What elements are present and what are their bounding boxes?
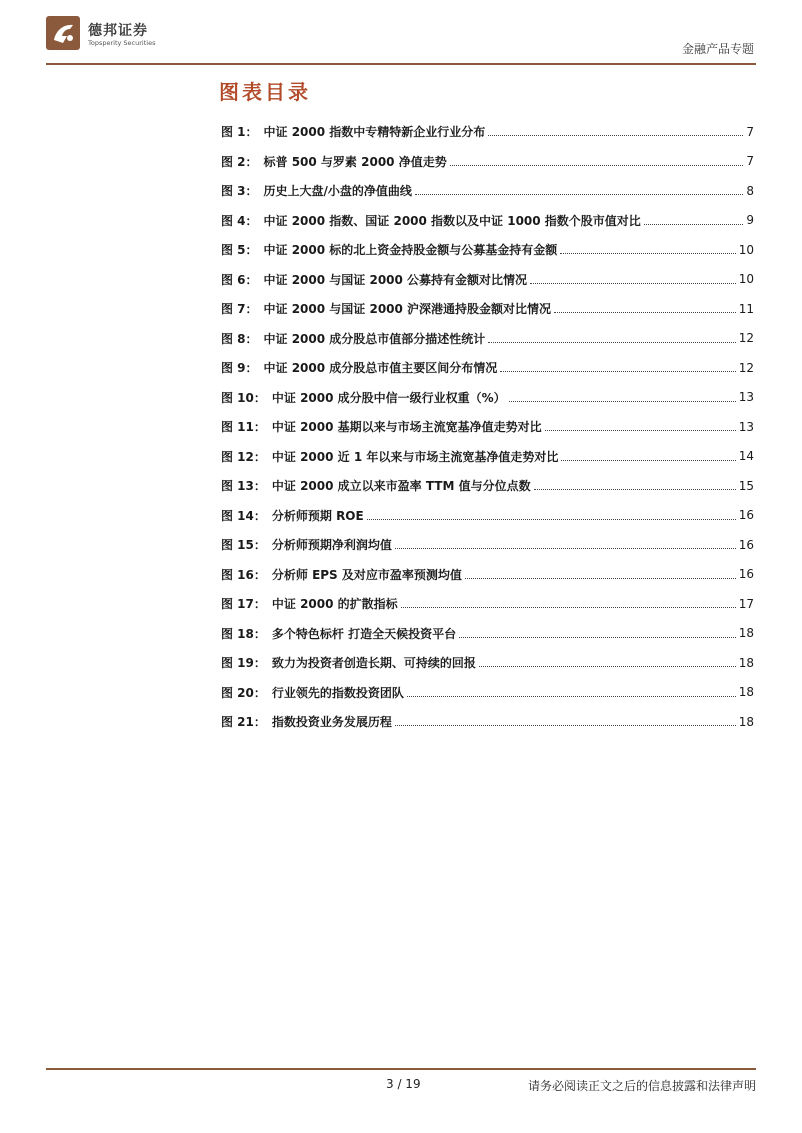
toc-entry-page: 7 bbox=[746, 154, 754, 169]
toc-entry-page: 11 bbox=[738, 301, 754, 316]
toc-entry-page: 18 bbox=[738, 655, 754, 670]
toc-entry[interactable] bbox=[221, 678, 754, 708]
toc-entry-title: 中证 2000 成分股总市值部分描述性统计 bbox=[263, 331, 486, 346]
toc-entry-label: 图 7： bbox=[221, 302, 258, 317]
toc-leader-dots bbox=[401, 607, 736, 608]
toc-leader-dots bbox=[450, 165, 744, 166]
toc-entry-label: 图 16： bbox=[221, 567, 266, 582]
toc-entry[interactable] bbox=[221, 235, 754, 265]
toc-leader-dots bbox=[415, 194, 743, 195]
toc-entry-label: 图 19： bbox=[221, 656, 266, 671]
toc-entry-label: 图 17： bbox=[221, 597, 266, 612]
toc-leader-dots bbox=[367, 519, 736, 520]
toc-entry-page: 10 bbox=[738, 242, 754, 257]
toc-entry-title: 指数投资业务发展历程 bbox=[271, 715, 392, 730]
toc-entry[interactable] bbox=[221, 589, 754, 619]
toc-entry-label: 图 11： bbox=[221, 420, 266, 435]
toc-entry-title: 分析师预期 ROE bbox=[271, 508, 364, 523]
toc-entry-title: 中证 2000 基期以来与市场主流宽基净值走势对比 bbox=[271, 420, 542, 435]
company-name-en: Topsperity Securities bbox=[88, 39, 156, 47]
toc-list bbox=[221, 117, 754, 737]
toc-entry-page: 18 bbox=[738, 685, 754, 700]
toc-entry[interactable] bbox=[221, 176, 754, 206]
toc-entry-label: 图 5： bbox=[221, 243, 258, 258]
toc-entry-title: 行业领先的指数投资团队 bbox=[271, 685, 404, 700]
header-divider bbox=[46, 63, 756, 65]
company-logo-icon bbox=[46, 16, 80, 50]
toc-entry-page: 13 bbox=[738, 390, 754, 405]
toc-leader-dots bbox=[534, 489, 736, 490]
toc-entry-page: 18 bbox=[738, 714, 754, 729]
toc-entry-title: 多个特色标杆 打造全天候投资平台 bbox=[271, 626, 457, 641]
toc-entry[interactable] bbox=[221, 353, 754, 383]
toc-leader-dots bbox=[530, 283, 736, 284]
toc-entry[interactable] bbox=[221, 412, 754, 442]
legal-disclaimer: 请务必阅读正文之后的信息披露和法律声明 bbox=[527, 1079, 756, 1093]
toc-entry[interactable] bbox=[221, 147, 754, 177]
toc-entry-title: 中证 2000 成立以来市盈率 TTM 值与分位点数 bbox=[271, 479, 531, 494]
toc-entry-label: 图 2： bbox=[221, 154, 258, 169]
toc-entry-label: 图 18： bbox=[221, 626, 266, 641]
toc-leader-dots bbox=[509, 401, 736, 402]
toc-leader-dots bbox=[488, 342, 735, 343]
toc-entry-title: 中证 2000 标的北上资金持股金额与公募基金持有金额 bbox=[263, 243, 558, 258]
toc-entry-page: 18 bbox=[738, 626, 754, 641]
toc-entry-title: 中证 2000 指数中专精特新企业行业分布 bbox=[263, 125, 486, 140]
toc-entry-label: 图 3： bbox=[221, 184, 258, 199]
toc-leader-dots bbox=[561, 460, 735, 461]
toc-entry-page: 16 bbox=[738, 508, 754, 523]
toc-entry[interactable] bbox=[221, 501, 754, 531]
toc-entry-label: 图 8： bbox=[221, 331, 258, 346]
toc-leader-dots bbox=[479, 666, 736, 667]
toc-leader-dots bbox=[465, 578, 736, 579]
toc-entry-label: 图 10： bbox=[221, 390, 266, 405]
toc-entry-label: 图 13： bbox=[221, 479, 266, 494]
toc-entry-page: 9 bbox=[746, 213, 754, 228]
toc-entry-page: 8 bbox=[746, 183, 754, 198]
page-number: 3 / 19 bbox=[386, 1077, 421, 1091]
toc-leader-dots bbox=[500, 371, 735, 372]
toc-entry-title: 致力为投资者创造长期、可持续的回报 bbox=[271, 656, 476, 671]
toc-entry-label: 图 15： bbox=[221, 538, 266, 553]
toc-leader-dots bbox=[395, 725, 736, 726]
toc-entry[interactable] bbox=[221, 707, 754, 737]
toc-entry-label: 图 9： bbox=[221, 361, 258, 376]
toc-leader-dots bbox=[560, 253, 735, 254]
toc-entry-page: 15 bbox=[738, 478, 754, 493]
toc-entry[interactable] bbox=[221, 117, 754, 147]
toc-entry-page: 12 bbox=[738, 331, 754, 346]
toc-entry-page: 16 bbox=[738, 537, 754, 552]
toc-entry[interactable] bbox=[221, 265, 754, 295]
toc-entry[interactable] bbox=[221, 324, 754, 354]
footer-divider bbox=[46, 1068, 756, 1070]
toc-heading: 图表目录 bbox=[219, 80, 311, 104]
toc-leader-dots bbox=[395, 548, 736, 549]
toc-entry-label: 图 1： bbox=[221, 125, 258, 140]
toc-entry-title: 中证 2000 成分股中信一级行业权重（%） bbox=[271, 390, 506, 405]
toc-entry-page: 13 bbox=[738, 419, 754, 434]
toc-entry-title: 中证 2000 与国证 2000 公募持有金额对比情况 bbox=[263, 272, 528, 287]
toc-entry-label: 图 6： bbox=[221, 272, 258, 287]
toc-entry-label: 图 4： bbox=[221, 213, 258, 228]
toc-entry[interactable] bbox=[221, 619, 754, 649]
toc-entry[interactable] bbox=[221, 442, 754, 472]
toc-entry-page: 10 bbox=[738, 272, 754, 287]
toc-entry-page: 14 bbox=[738, 449, 754, 464]
toc-entry-title: 中证 2000 的扩散指标 bbox=[271, 597, 398, 612]
toc-entry-page: 17 bbox=[738, 596, 754, 611]
toc-entry[interactable] bbox=[221, 471, 754, 501]
toc-leader-dots bbox=[488, 135, 743, 136]
toc-entry-label: 图 14： bbox=[221, 508, 266, 523]
toc-leader-dots bbox=[644, 224, 744, 225]
toc-entry-title: 中证 2000 近 1 年以来与市场主流宽基净值走势对比 bbox=[271, 449, 559, 464]
toc-entry-title: 中证 2000 成分股总市值主要区间分布情况 bbox=[263, 361, 498, 376]
toc-entry-label: 图 21： bbox=[221, 715, 266, 730]
toc-entry[interactable] bbox=[221, 530, 754, 560]
toc-entry[interactable] bbox=[221, 206, 754, 236]
toc-entry[interactable] bbox=[221, 560, 754, 590]
page-header bbox=[46, 14, 756, 64]
toc-entry-title: 标普 500 与罗素 2000 净值走势 bbox=[263, 154, 447, 169]
report-category: 金融产品专题 bbox=[681, 42, 754, 56]
company-name-cn: 德邦证券 bbox=[88, 23, 148, 39]
toc-leader-dots bbox=[554, 312, 736, 313]
toc-entry-label: 图 20： bbox=[221, 685, 266, 700]
toc-entry-page: 16 bbox=[738, 567, 754, 582]
toc-entry-page: 12 bbox=[738, 360, 754, 375]
toc-entry-title: 分析师 EPS 及对应市盈率预测均值 bbox=[271, 567, 462, 582]
toc-entry-title: 历史上大盘/小盘的净值曲线 bbox=[263, 184, 412, 199]
toc-entry-title: 分析师预期净利润均值 bbox=[271, 538, 392, 553]
toc-leader-dots bbox=[459, 637, 736, 638]
toc-entry[interactable] bbox=[221, 294, 754, 324]
toc-leader-dots bbox=[545, 430, 736, 431]
toc-entry[interactable] bbox=[221, 383, 754, 413]
toc-entry[interactable] bbox=[221, 648, 754, 678]
toc-leader-dots bbox=[407, 696, 736, 697]
toc-entry-page: 7 bbox=[746, 124, 754, 139]
toc-entry-title: 中证 2000 指数、国证 2000 指数以及中证 1000 指数个股市值对比 bbox=[263, 213, 641, 228]
toc-entry-title: 中证 2000 与国证 2000 沪深港通持股金额对比情况 bbox=[263, 302, 552, 317]
toc-entry-label: 图 12： bbox=[221, 449, 266, 464]
